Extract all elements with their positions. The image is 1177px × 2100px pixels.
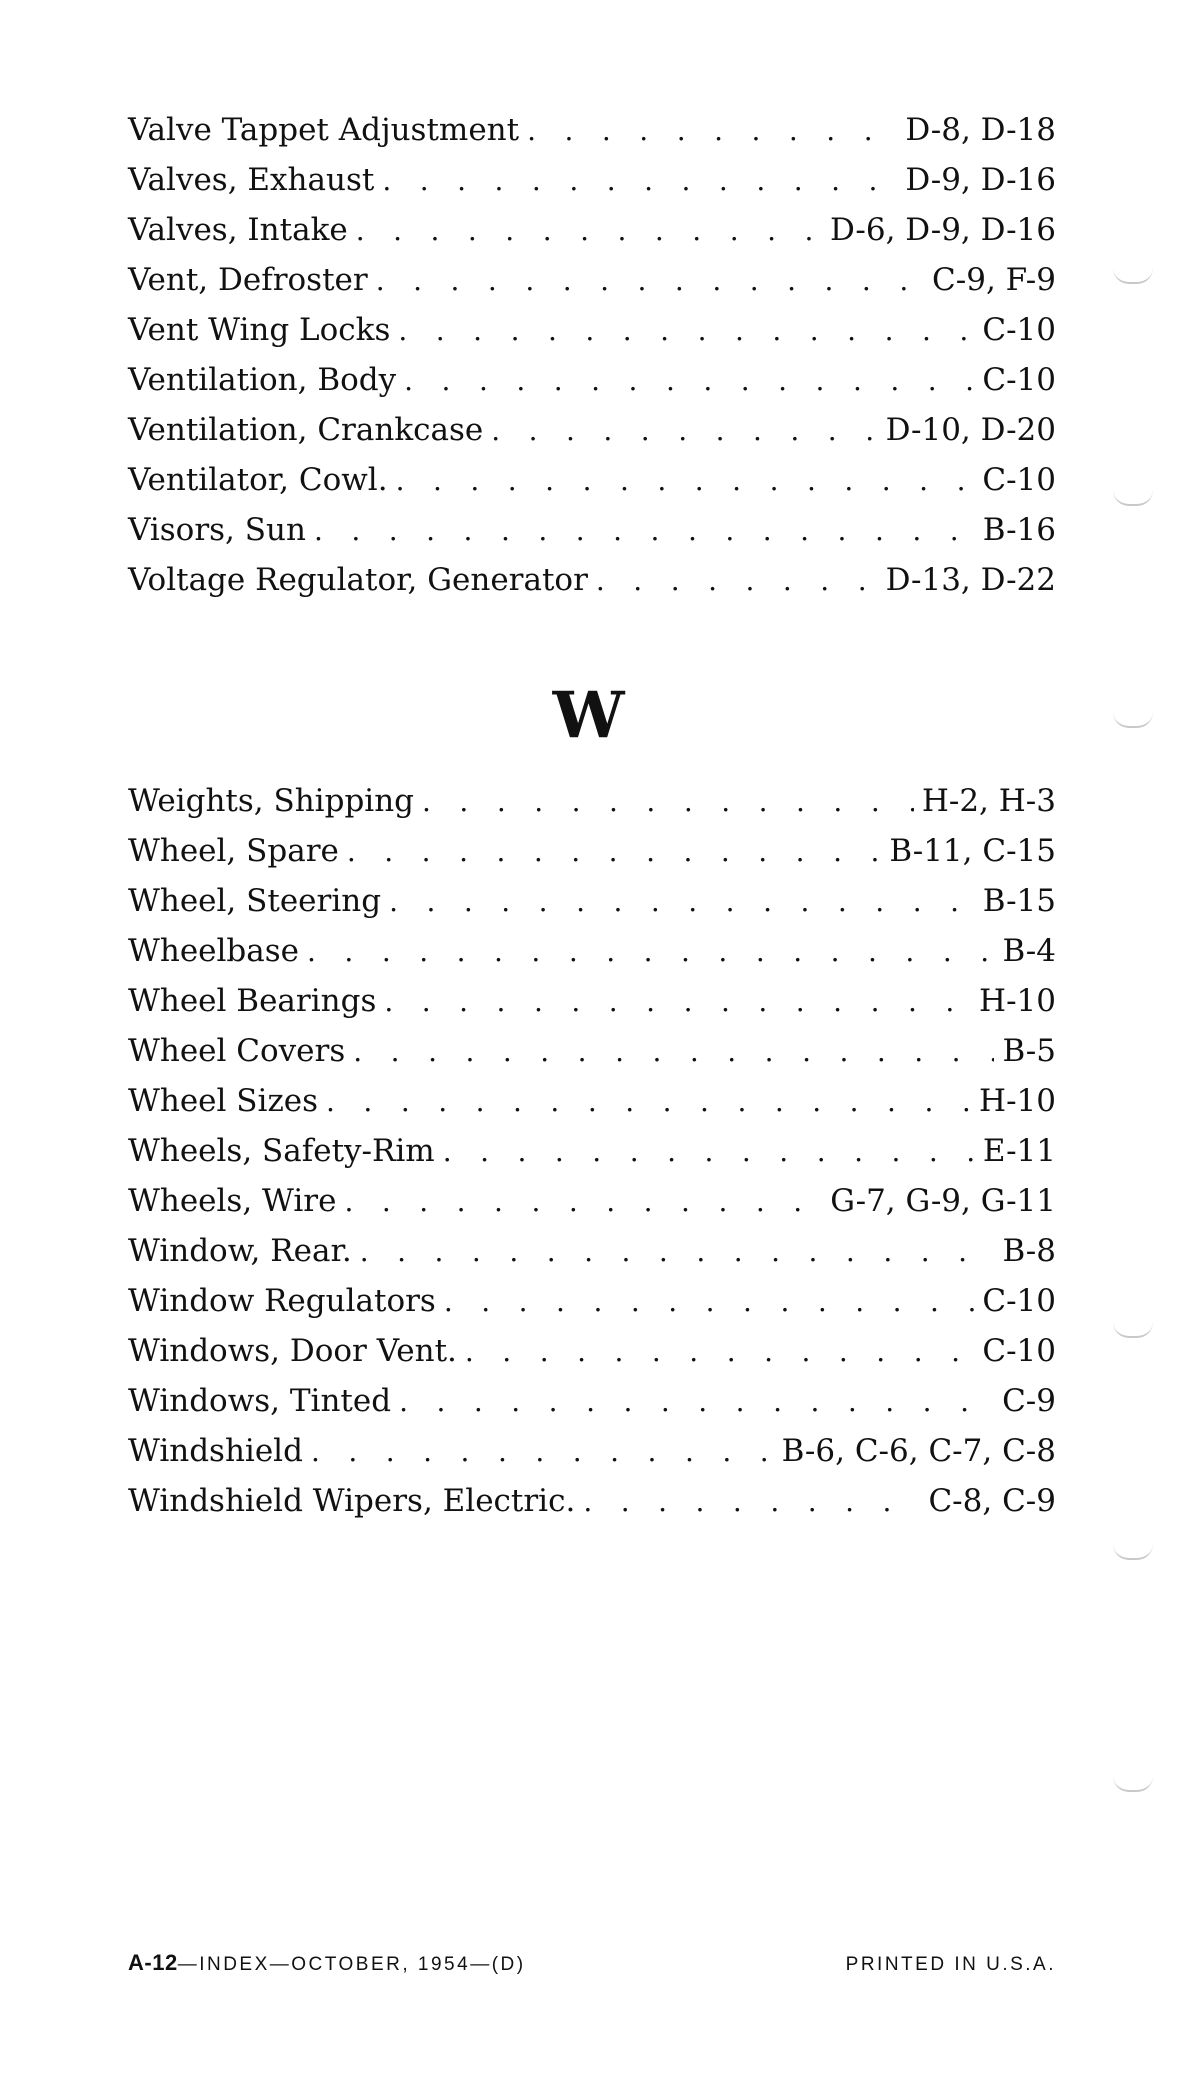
entry-page-refs: H-10	[979, 1083, 1056, 1119]
index-entry	[128, 776, 1056, 826]
dot-leader	[307, 927, 994, 977]
entry-term: Ventilation, Body	[128, 362, 397, 398]
entry-term: Window, Rear.	[128, 1233, 352, 1269]
printed-in-usa: PRINTED IN U.S.A.	[845, 1954, 1056, 1975]
entry-page-refs: C-8, C-9	[928, 1483, 1056, 1519]
entry-page-refs: H-2, H-3	[921, 783, 1056, 819]
entry-page-refs: B-5	[1002, 1033, 1056, 1069]
entry-page-refs: C-10	[982, 362, 1056, 398]
entry-page-refs: B-15	[982, 883, 1056, 919]
entry-page-refs: D-8, D-18	[905, 112, 1056, 148]
dot-leader	[398, 306, 974, 356]
dot-leader	[389, 877, 975, 927]
entry-term: Wheel Bearings	[128, 983, 377, 1019]
entry-page-refs: C-10	[982, 312, 1056, 348]
dot-leader	[353, 1027, 994, 1077]
index-entry	[128, 555, 1056, 605]
dot-leader	[360, 1227, 995, 1277]
entry-page-refs: D-9, D-16	[905, 162, 1056, 198]
dot-leader	[311, 1427, 774, 1477]
index-entry	[128, 826, 1056, 876]
dot-leader	[396, 456, 975, 506]
entry-page-refs: D-10, D-20	[885, 412, 1056, 448]
entry-term: Ventilation, Crankcase	[128, 412, 484, 448]
dot-leader	[596, 556, 878, 606]
dot-leader	[344, 1177, 822, 1227]
entry-page-refs: B-6, C-6, C-7, C-8	[781, 1433, 1056, 1469]
entry-page-refs: H-10	[979, 983, 1056, 1019]
index-entry	[128, 1226, 1056, 1276]
footer-index-date: —INDEX—OCTOBER, 1954—(D)	[177, 1954, 526, 1975]
index-entry	[128, 355, 1056, 405]
entry-term: Window Regulators	[128, 1283, 436, 1319]
entry-page-refs: C-10	[982, 1333, 1056, 1369]
dot-leader	[527, 106, 897, 156]
dot-leader	[404, 356, 974, 406]
entry-term: Voltage Regulator, Generator	[128, 562, 588, 598]
dot-leader	[356, 206, 822, 256]
page-footer	[128, 1950, 1056, 1976]
entry-term: Wheelbase	[128, 933, 300, 969]
index-section-w	[128, 776, 1056, 1526]
entry-term: Wheel Covers	[128, 1033, 346, 1069]
dot-leader	[491, 406, 877, 456]
entry-page-refs: D-6, D-9, D-16	[829, 212, 1056, 248]
index-entry	[128, 1276, 1056, 1326]
entry-page-refs: C-10	[982, 462, 1056, 498]
entry-term: Wheel, Steering	[128, 883, 382, 919]
entry-page-refs: D-13, D-22	[885, 562, 1056, 598]
entry-term: Vent Wing Locks	[128, 312, 391, 348]
dot-leader	[326, 1077, 971, 1127]
entry-page-refs: G-7, G-9, G-11	[830, 1183, 1056, 1219]
index-section-v	[128, 105, 1056, 605]
dot-leader	[399, 1377, 994, 1427]
entry-term: Wheels, Wire	[128, 1183, 337, 1219]
dot-leader	[465, 1327, 974, 1377]
entry-term: Windows, Door Vent.	[128, 1333, 457, 1369]
index-entry	[128, 1026, 1056, 1076]
footer-left	[128, 1950, 526, 1976]
dot-leader	[422, 777, 914, 827]
dot-leader	[384, 977, 971, 1027]
index-entry	[128, 505, 1056, 555]
entry-page-refs: B-11, C-15	[889, 833, 1056, 869]
entry-page-refs: C-9, F-9	[932, 262, 1056, 298]
dot-leader	[314, 506, 975, 556]
index-entry	[128, 876, 1056, 926]
entry-term: Windshield Wipers, Electric.	[128, 1483, 576, 1519]
entry-term: Vent, Defroster	[128, 262, 368, 298]
index-entry	[128, 1076, 1056, 1126]
dot-leader	[382, 156, 897, 206]
binder-mark-decoration	[1113, 1544, 1153, 1560]
entry-term: Wheel Sizes	[128, 1083, 319, 1119]
entry-term: Wheel, Spare	[128, 833, 339, 869]
entry-page-refs: C-10	[982, 1283, 1056, 1319]
entry-term: Valves, Intake	[128, 212, 348, 248]
binder-mark-decoration	[1113, 1322, 1153, 1338]
index-entry	[128, 926, 1056, 976]
entry-term: Ventilator, Cowl.	[128, 462, 388, 498]
dot-leader	[443, 1127, 975, 1177]
entry-page-refs: C-9	[1002, 1383, 1056, 1419]
entry-term: Wheels, Safety-Rim	[128, 1133, 435, 1169]
index-entry	[128, 1176, 1056, 1226]
entry-term: Valve Tappet Adjustment	[128, 112, 520, 148]
entry-term: Weights, Shipping	[128, 783, 415, 819]
section-heading-letter: W	[552, 678, 625, 753]
index-entry	[128, 205, 1056, 255]
dot-leader	[376, 256, 924, 306]
index-entry	[128, 455, 1056, 505]
index-entry	[128, 155, 1056, 205]
index-entry	[128, 305, 1056, 355]
entry-page-refs: B-4	[1002, 933, 1056, 969]
dot-leader	[347, 827, 882, 877]
entry-term: Valves, Exhaust	[128, 162, 375, 198]
binder-mark-decoration	[1113, 1776, 1153, 1792]
binder-mark-decoration	[1113, 268, 1153, 284]
page-number: A-12	[128, 1950, 178, 1975]
index-entry	[128, 105, 1056, 155]
entry-term: Windshield	[128, 1433, 303, 1469]
entry-page-refs: B-16	[982, 512, 1056, 548]
index-entry	[128, 1126, 1056, 1176]
index-entry	[128, 976, 1056, 1026]
index-entry	[128, 1426, 1056, 1476]
index-entry	[128, 405, 1056, 455]
dot-leader	[444, 1277, 975, 1327]
entry-page-refs: E-11	[982, 1133, 1056, 1169]
entry-term: Visors, Sun	[128, 512, 306, 548]
index-entry	[128, 1326, 1056, 1376]
binder-mark-decoration	[1113, 490, 1153, 506]
entry-page-refs: B-8	[1002, 1233, 1056, 1269]
dot-leader	[583, 1477, 920, 1527]
index-entry	[128, 1376, 1056, 1426]
entry-term: Windows, Tinted	[128, 1383, 392, 1419]
index-entry	[128, 255, 1056, 305]
index-entry	[128, 1476, 1056, 1526]
